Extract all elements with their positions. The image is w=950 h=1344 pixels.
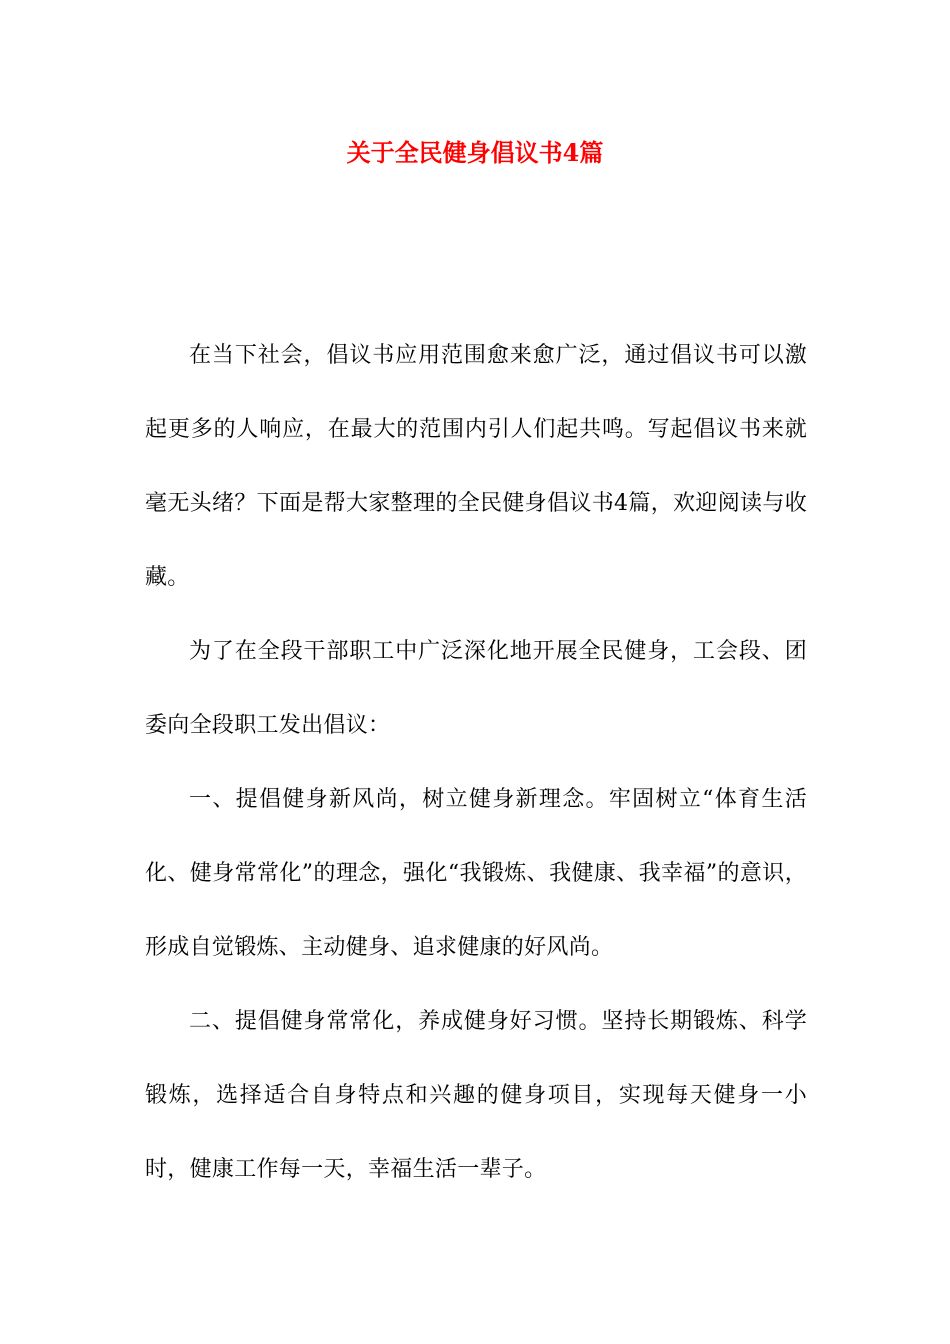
document-body [145,319,807,1207]
paragraph-intro: 在当下社会，倡议书应用范围愈来愈广泛，通过倡议书可以激起更多的人响应，在最大的范围内引人们起共鸣。写起倡议书来就毫无头绪？下面是帮大家整理的全民健身倡议书4篇，欢迎阅读与收藏。 [145,343,807,590]
paragraph-point-one: 一、提倡健身新风尚，树立健身新理念。牢固树立“体育生活化、健身常常化”的理念，强化“我锻炼、我健康、我幸福”的意识，形成自觉锻炼、主动健身、追求健康的好风尚。 [145,787,807,960]
paragraph-point-two: 二、提倡健身常常化，养成健身好习惯。坚持长期锻炼、科学锻炼，选择适合自身特点和兴趣的健身项目，实现每天健身一小时，健康工作每一天，幸福生活一辈子。 [145,1009,807,1182]
paragraph-initiative: 为了在全段干部职工中广泛深化地开展全民健身，工会段、团委向全段职工发出倡议： [145,639,807,738]
document-title: 关于全民健身倡议书4篇 [346,138,604,167]
